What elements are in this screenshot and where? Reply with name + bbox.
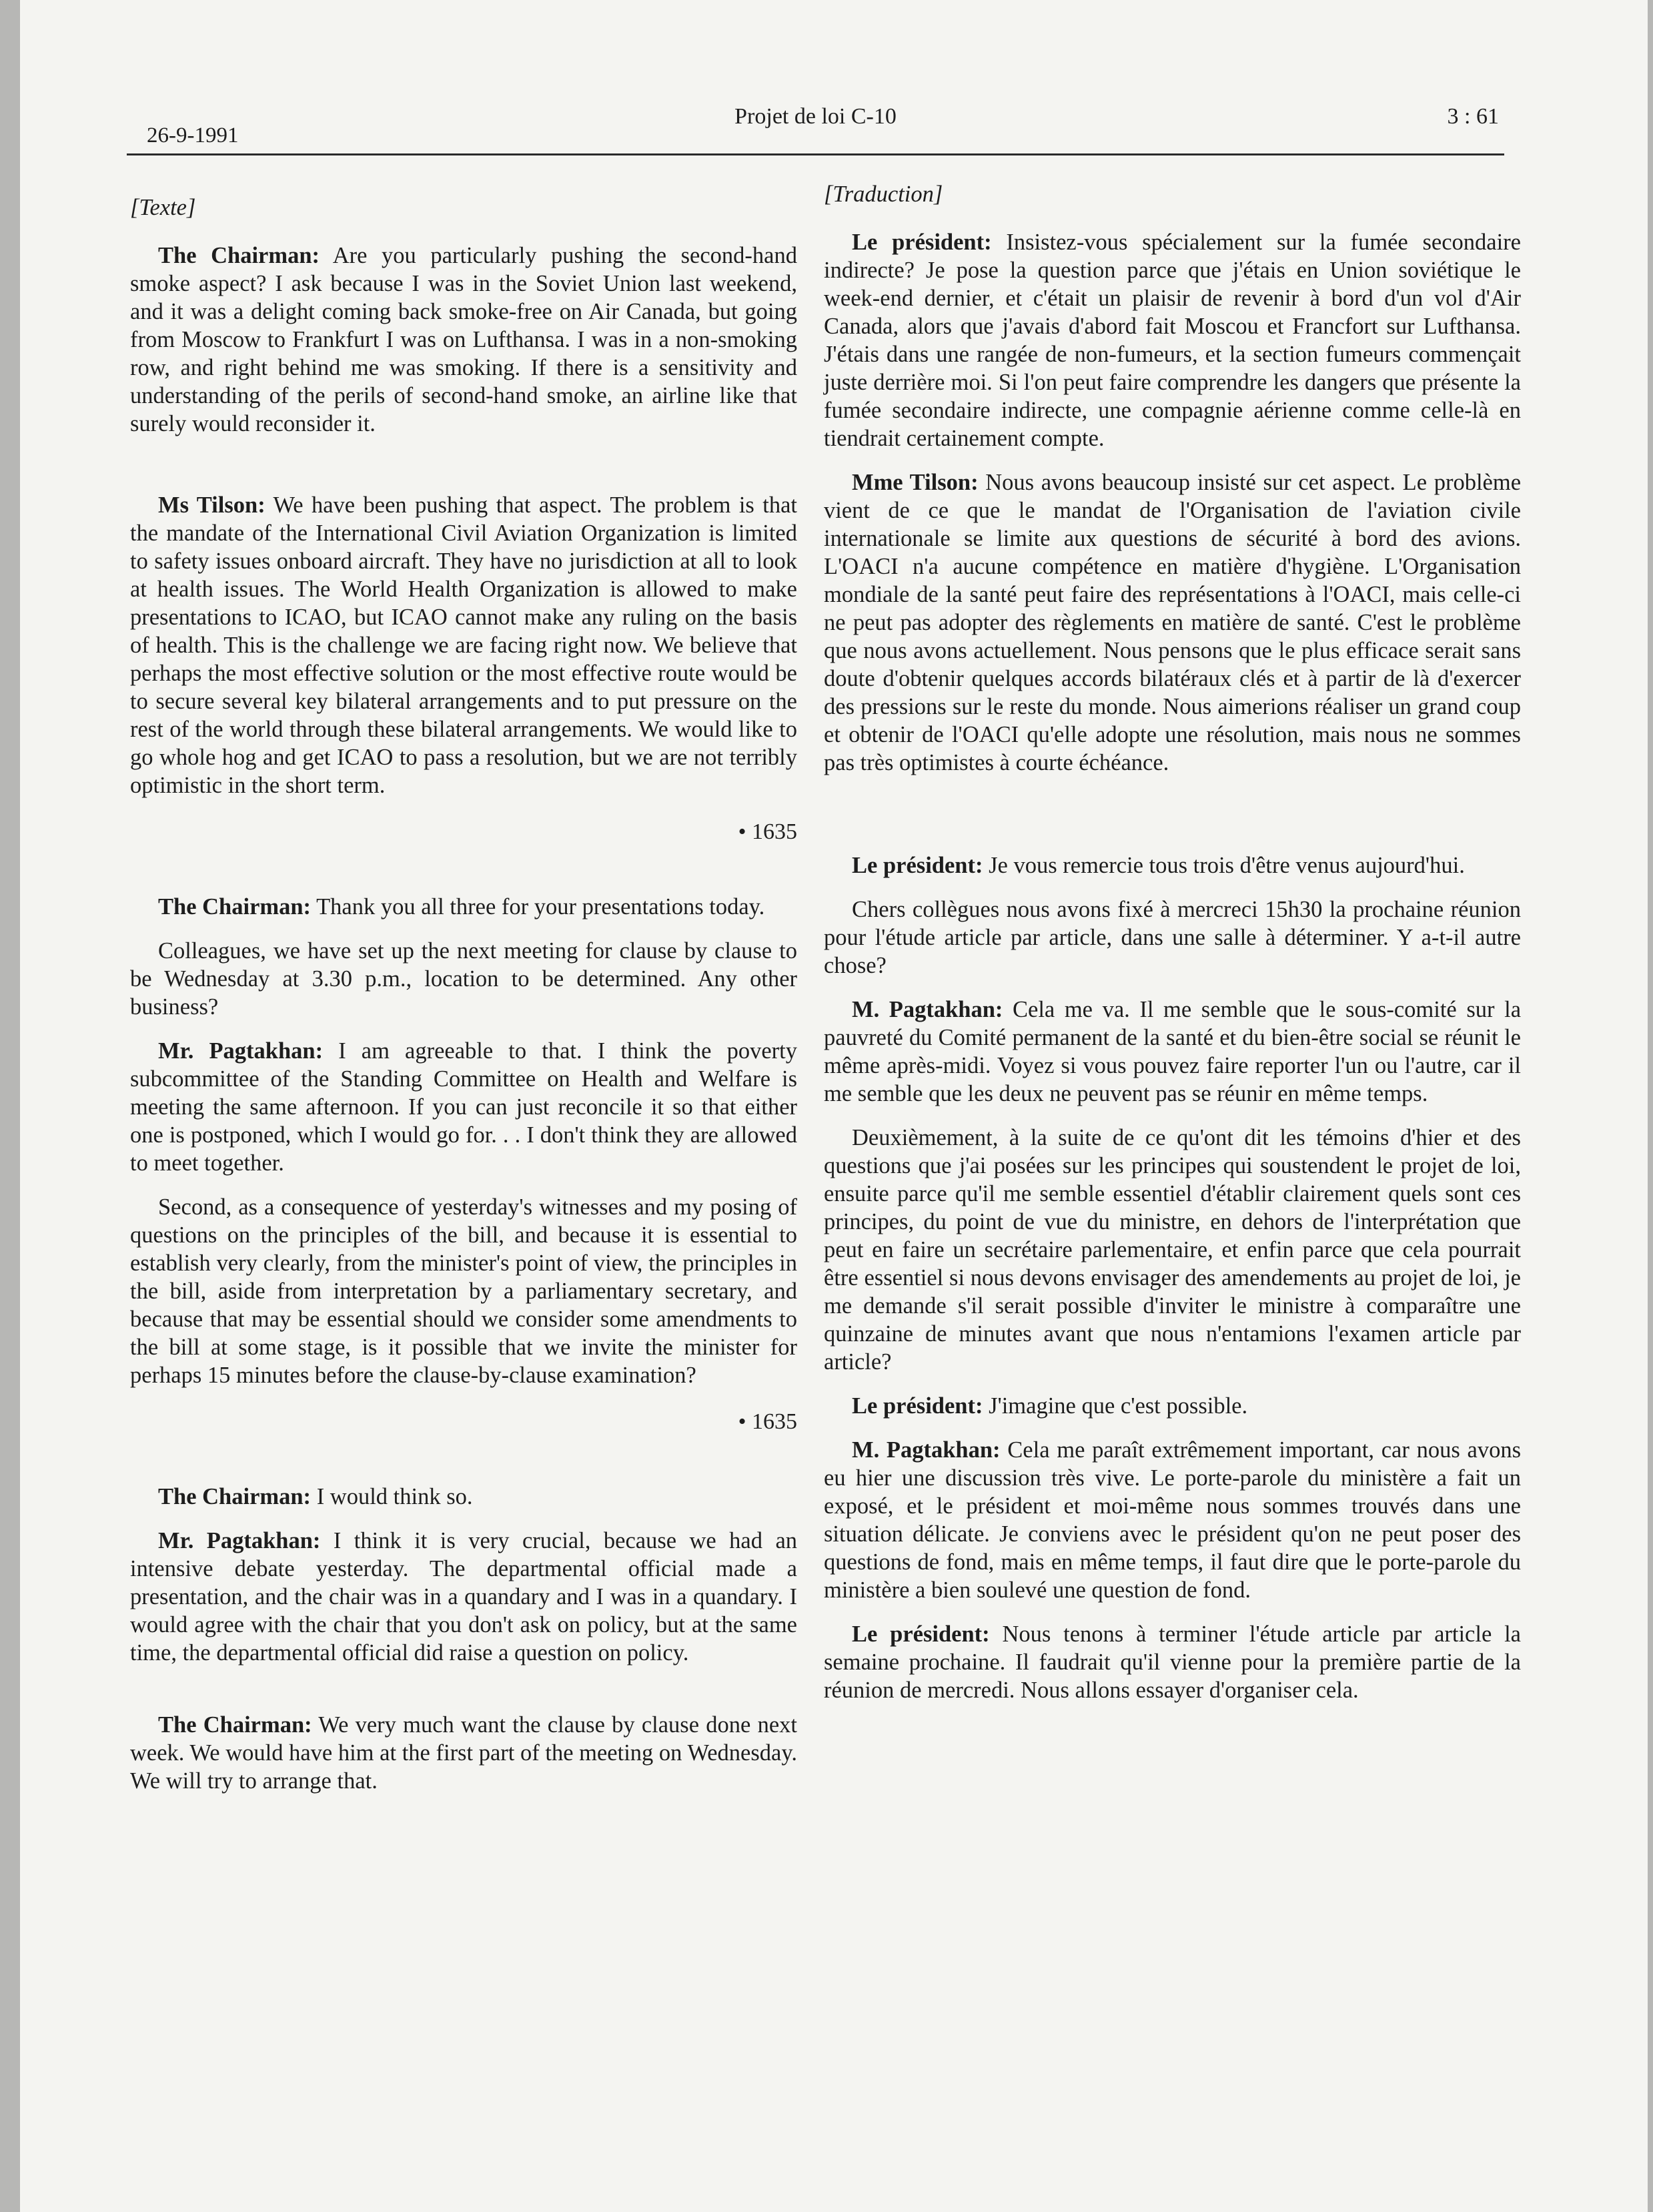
paragraph-president-1 <box>824 228 1521 452</box>
paragraph-tilson <box>130 491 797 799</box>
paragraph-chairman-4 <box>130 1711 797 1795</box>
header-page-number: 3 : 61 <box>1447 104 1499 129</box>
paragraph-text: Thank you all three for your presentations today. <box>316 894 765 919</box>
english-column <box>130 194 797 1811</box>
header-title: Projet de loi C-10 <box>734 104 897 129</box>
paragraph-text: Chers collègues nous avons fixé à mercreci 15h30 la prochaine réunion pour l'étude article par article, dans une salle à déterminer. Y a-t-il autre chose? <box>824 897 1521 978</box>
paragraph-president-3 <box>824 1392 1521 1420</box>
speaker-label: The Chairman: <box>158 1484 312 1509</box>
paragraph-collegues <box>824 895 1521 980</box>
paragraph-text: Are you particularly pushing the second-hand smoke aspect? I ask because I was in the Soviet Union last weekend, and it was a delight coming back smoke-free on Air Canada, but going from Moscow to Frankfurt I was on Lufthansa. I was in a non-smoking row, and right behind me was smoking. If there is a sensitivity and understanding of the perils of second-hand smoke, an airline like that surely would reconsider it. <box>130 243 797 436</box>
paragraph-text: Second, as a consequence of yesterday's witnesses and my posing of questions on the principles of the bill, and because it is essential to establish very clearly, from the minister's point of view, the principles in the bill, aside from interpretation by a parliamentary secretary, and because that may be essential should we consider some amendments to the bill at some stage, is it possible that we invite the minister for perhaps 15 minutes before the clause-by-clause examination? <box>130 1194 797 1388</box>
paragraph-text: Insistez-vous spécialement sur la fumée secondaire indirecte? Je pose la question parce que j'étais en Union soviétique le week-end dernier, et c'était un plaisir de revenir à bord d'un vol d'Air Canada, alors que j'avais d'abord fait Moscou et Francfort sur Lufthansa. J'étais dans une rangée de non-fumeurs, et la section fumeurs commençait juste derrière moi. Si l'on peut faire comprendre les dangers que présente la fumée secondaire indirecte, une compagnie aérienne comme celle-là en tiendrait certainement compte. <box>824 230 1522 451</box>
paragraph-chairman-3 <box>130 1483 797 1511</box>
paragraph-text: I think it is very crucial, because we had an intensive debate yesterday. The departmental official made a presentation, and the chair was in a quandary and I was in a quandary. I would agree with the chair that you don't ask on policy, but at the same time, the departmental official did raise a question on policy. <box>130 1528 798 1666</box>
paragraph-text: I am agreeable to that. I think the poverty subcommittee of the Standing Committee on Health and Welfare is meeting the same afternoon. If you can just reconcile it so that either one is postponed, which I would go for. . . I don't think they are allowed to meet together. <box>130 1038 797 1176</box>
paragraph-pagtakhan-fr-1 <box>824 996 1521 1108</box>
document-page <box>20 0 1648 2212</box>
paragraph-text: Colleagues, we have set up the next meeting for clause by clause to be Wednesday at 3.30 p.m., location to be determined. Any other business? <box>130 938 797 1020</box>
paragraph-tilson-fr <box>824 468 1521 777</box>
paragraph-pagtakhan-2 <box>130 1527 797 1667</box>
speaker-label: Le président: <box>852 1393 983 1419</box>
paragraph-chairman-2 <box>130 893 797 921</box>
speaker-label: Mme Tilson: <box>852 470 979 495</box>
speaker-label: Ms Tilson: <box>158 492 265 518</box>
page-header <box>127 100 1504 155</box>
speaker-label: Le président: <box>852 1621 990 1647</box>
paragraph-text: Deuxièmement, à la suite de ce qu'ont dit les témoins d'hier et des questions que j'ai posées sur les principes qui soustendent le projet de loi, ensuite parce qu'il me semble essentiel d'établir clairement quels sont ces principes, du point de vue du ministre, en dehors de l'interprétation que peut en faire un secrétaire parlementaire, et enfin parce que cela pourrait être essentiel si nous devons envisager des amendements au projet de loi, je me demande s'il serait possible d'inviter le ministre à comparaître une quinzaine de minutes avant que nous n'entamions l'examen article par article? <box>824 1125 1521 1375</box>
speaker-label: Mr. Pagtakhan: <box>158 1528 321 1553</box>
time-marker: • 1635 <box>738 819 797 844</box>
text-tag: [Texte] <box>130 195 196 220</box>
paragraph-second <box>130 1193 797 1389</box>
paragraph-text: We have been pushing that aspect. The problem is that the mandate of the International Civil Aviation Organization is limited to safety issues onboard aircraft. They have no jurisdiction at all to look at health issues. The World Health Organization is allowed to make presentations to ICAO, but ICAO cannot make any ruling on the basis of health. This is the challenge we are facing right now. We believe that perhaps the most effective solution or the most effective route would be to secure several key bilateral arrangements and to put pressure on the rest of the world through these bilateral arrangements. We would like to go whole hog and get ICAO to pass a resolution, but we are not terribly optimistic in the short term. <box>130 492 797 798</box>
speaker-label: Le président: <box>852 230 992 255</box>
paragraph-text: Nous avons beaucoup insisté sur cet aspect. Le problème vient de ce que le mandat de l'Organisation de l'aviation civile internationale se limite aux questions de sécurité à bord des avions. L'OACI n'a aucune compétence en matière d'hygiène. L'Organisation mondiale de la santé peut faire des représentations à l'OACI, mais celle-ci ne peut pas adopter des règlements en matière de santé. C'est le problème que nous avons actuellement. Nous pensons que le plus efficace serait sans doute d'obtenir quelques accords bilatéraux clés et à partir de là d'exercer des pressions sur le reste du monde. Nous aimerions réaliser un grand coup et obtenir de l'OACI qu'elle adopte une résolution, mais nous ne sommes pas très optimistes à courte échéance. <box>824 470 1522 775</box>
speaker-label: The Chairman: <box>158 1712 312 1738</box>
speaker-label: Le président: <box>852 853 983 878</box>
paragraph-text: Cela me va. Il me semble que le sous-comité sur la pauvreté du Comité permanent de la santé et du bien-être social se réunit le même après-midi. Voyez si vous pouvez faire reporter l'un ou l'autre, car il me semble que les deux ne peuvent pas se réunir en même temps. <box>824 997 1522 1106</box>
french-column <box>824 180 1521 1720</box>
paragraph-pagtakhan-fr-2 <box>824 1436 1521 1604</box>
paragraph-text: Cela me paraît extrêmement important, car nous avons eu hier une discussion très vive. Le porte-parole du ministère a fait un exposé, et le président et moi-même nous sommes trouvés dans une situation délicate. Je conviens avec le président qu'on ne peut poser des questions de fond, mais en même temps, il faut dire que le porte-parole du ministère a bien soulevé une question de fond. <box>824 1437 1521 1603</box>
paragraph-president-4 <box>824 1620 1521 1704</box>
speaker-label: M. Pagtakhan: <box>852 997 1003 1022</box>
paragraph-deuxiemement <box>824 1124 1521 1376</box>
paragraph-text: Nous tenons à terminer l'étude article par article la semaine prochaine. Il faudrait qu'il vienne pour la première partie de la réunion de mercredi. Nous allons essayer d'organiser cela. <box>824 1621 1521 1703</box>
paragraph-text: We very much want the clause by clause done next week. We would have him at the first part of the meeting on Wednesday. We will try to arrange that. <box>130 1712 797 1794</box>
paragraph-chairman-1 <box>130 242 797 438</box>
speaker-label: M. Pagtakhan: <box>852 1437 1001 1463</box>
paragraph-president-2 <box>824 851 1521 879</box>
translation-tag: [Traduction] <box>824 181 943 207</box>
paragraph-text: J'imagine que c'est possible. <box>989 1393 1248 1419</box>
speaker-label: The Chairman: <box>158 243 320 268</box>
paragraph-text: Je vous remercie tous trois d'être venus aujourd'hui. <box>989 853 1465 878</box>
paragraph-text: I would think so. <box>316 1484 473 1509</box>
speaker-label: Mr. Pagtakhan: <box>158 1038 324 1064</box>
speaker-label: The Chairman: <box>158 894 312 919</box>
header-date: 26-9-1991 <box>147 123 239 147</box>
paragraph-pagtakhan-1 <box>130 1037 797 1177</box>
time-marker-2: • 1635 <box>738 1409 797 1434</box>
paragraph-colleagues <box>130 937 797 1021</box>
